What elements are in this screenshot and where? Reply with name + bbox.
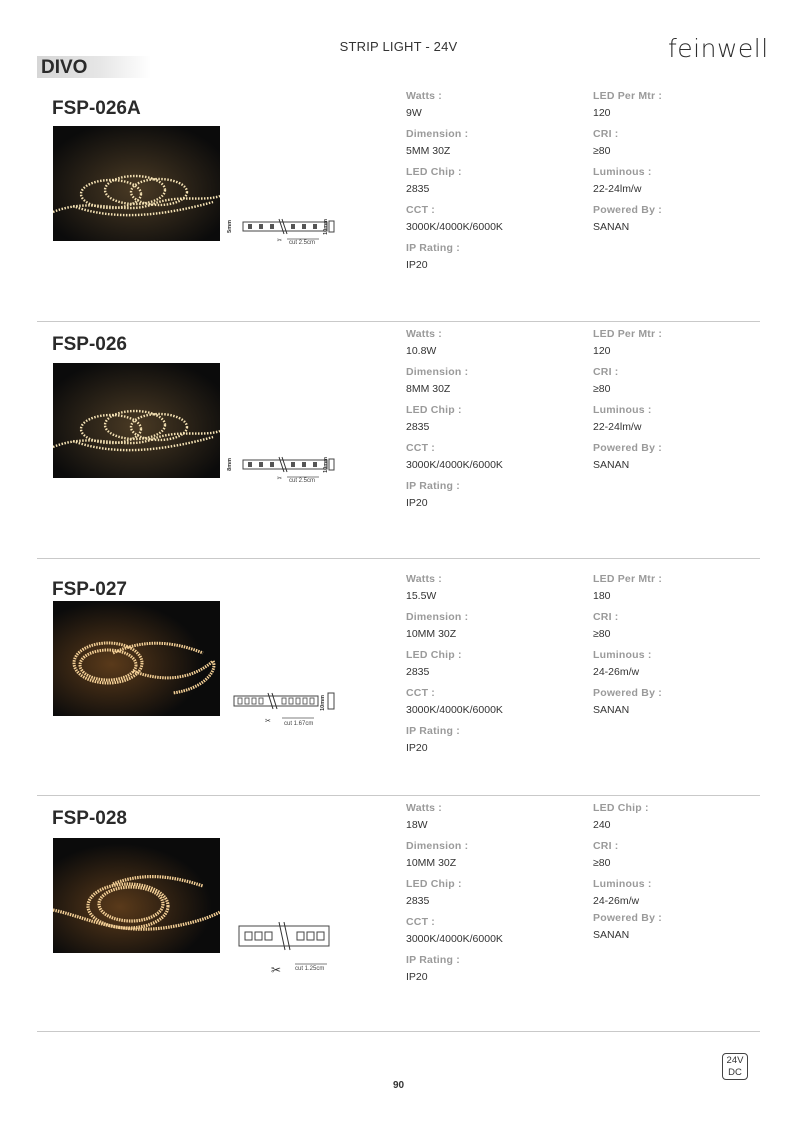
- spec-item: [593, 328, 662, 357]
- spec-value: SANAN: [593, 929, 630, 941]
- spec-item: [593, 573, 662, 602]
- strip-dimension-diagram: [229, 456, 349, 493]
- spec-label: CCT :: [406, 916, 435, 928]
- spec-item: [593, 90, 662, 119]
- spec-item: [406, 480, 460, 509]
- spec-value: SANAN: [593, 704, 630, 716]
- spec-item: [593, 366, 619, 395]
- spec-label: LED Chip :: [406, 404, 462, 416]
- spec-item: [406, 328, 442, 357]
- cut-length-label: cut 1.67cm: [284, 721, 314, 727]
- cut-length-label: cut 2.5cm: [289, 478, 316, 484]
- led-strip-coil-image: [53, 363, 220, 478]
- spec-value: 9W: [406, 107, 422, 119]
- spec-value: 120: [593, 345, 611, 357]
- spec-value: ≥80: [593, 628, 611, 640]
- spec-item: [593, 878, 652, 907]
- spec-value: 8MM 30Z: [406, 383, 451, 395]
- spec-item: [593, 404, 652, 433]
- spec-label: Luminous :: [593, 878, 652, 890]
- spec-item: [406, 802, 442, 831]
- product-name: FSP-026: [52, 334, 127, 355]
- spec-label: Powered By :: [593, 912, 662, 924]
- badge-voltage: 24V: [726, 1055, 744, 1066]
- product-photo: [53, 126, 220, 241]
- spec-item: [406, 242, 460, 271]
- strip-height-label: 10mm: [323, 219, 329, 235]
- spec-label: Powered By :: [593, 687, 662, 699]
- spec-value: 10MM 30Z: [406, 857, 457, 869]
- spec-value: 22-24lm/w: [593, 421, 642, 433]
- spec-item: [406, 878, 462, 907]
- spec-label: LED Per Mtr :: [593, 90, 663, 102]
- spec-value: 180: [593, 590, 611, 602]
- spec-label: LED Chip :: [593, 802, 649, 814]
- product-photo: [53, 838, 220, 953]
- spec-label: Watts :: [406, 90, 443, 102]
- spec-label: Dimension :: [406, 366, 469, 378]
- brand-series-text: DIVO: [41, 57, 88, 78]
- spec-label: Powered By :: [593, 204, 662, 216]
- spec-value: 3000K/4000K/6000K: [406, 221, 503, 233]
- led-strip-coil-image: [53, 838, 220, 953]
- led-strip-coil-image: [53, 126, 220, 241]
- spec-value: 22-24lm/w: [593, 183, 642, 195]
- spec-item: [406, 916, 503, 945]
- strip-dimension-diagram: [237, 922, 337, 982]
- spec-value: ≥80: [593, 383, 611, 395]
- spec-item: [406, 954, 460, 983]
- spec-label: Dimension :: [406, 611, 469, 623]
- spec-item: [593, 128, 619, 157]
- product-name: FSP-026A: [52, 98, 141, 119]
- spec-label: Luminous :: [593, 649, 652, 661]
- spec-label: CCT :: [406, 442, 435, 454]
- spec-label: CRI :: [593, 128, 619, 140]
- product-block: [37, 84, 760, 321]
- spec-value: 18W: [406, 819, 428, 831]
- spec-label: IP Rating :: [406, 954, 460, 966]
- spec-value: ≥80: [593, 145, 611, 157]
- spec-label: IP Rating :: [406, 480, 460, 492]
- voltage-badge: [722, 1053, 748, 1080]
- spec-item: [593, 166, 652, 195]
- spec-item: [593, 204, 662, 233]
- spec-item: [406, 166, 462, 195]
- brand-series-label: [37, 56, 151, 78]
- product-block: [37, 558, 760, 796]
- strip-width-label: 8mm: [227, 458, 233, 471]
- spec-item: [406, 573, 442, 602]
- footer-divider: [37, 1031, 760, 1032]
- spec-value: 10.8W: [406, 345, 437, 357]
- product-name: FSP-027: [52, 579, 127, 600]
- strip-dimension-diagram: [229, 218, 349, 255]
- svg-text:✂: ✂: [277, 476, 283, 482]
- spec-item: [593, 649, 652, 678]
- spec-value: 10MM 30Z: [406, 628, 457, 640]
- product-block: [37, 321, 760, 559]
- spec-item: [593, 687, 662, 716]
- spec-label: LED Chip :: [406, 878, 462, 890]
- page-number: 90: [392, 1080, 405, 1091]
- spec-label: IP Rating :: [406, 242, 460, 254]
- spec-label: Powered By :: [593, 442, 662, 454]
- spec-label: CCT :: [406, 204, 435, 216]
- spec-value: 2835: [406, 666, 430, 678]
- strip-dimension-diagram: [232, 689, 352, 734]
- spec-item: [406, 687, 503, 716]
- spec-value: IP20: [406, 497, 428, 509]
- spec-label: LED Per Mtr :: [593, 328, 663, 340]
- badge-current-type: DC: [728, 1067, 742, 1078]
- spec-item: [406, 204, 503, 233]
- spec-label: Dimension :: [406, 840, 469, 852]
- spec-item: [593, 840, 619, 869]
- cut-length-label: cut 2.5cm: [289, 240, 316, 246]
- product-photo: [53, 363, 220, 478]
- strip-width-label: 5mm: [227, 220, 233, 233]
- spec-label: Watts :: [406, 802, 443, 814]
- spec-label: CRI :: [593, 840, 619, 852]
- spec-label: CRI :: [593, 611, 619, 623]
- spec-label: Luminous :: [593, 166, 652, 178]
- spec-label: LED Chip :: [406, 166, 462, 178]
- spec-value: 3000K/4000K/6000K: [406, 459, 503, 471]
- spec-value: 120: [593, 107, 611, 119]
- spec-label: Watts :: [406, 573, 443, 585]
- page-header-title: STRIP LIGHT - 24V: [339, 39, 458, 54]
- spec-value: ≥80: [593, 857, 611, 869]
- svg-text:✂: ✂: [265, 718, 271, 725]
- cut-length-label: cut 1.25cm: [295, 966, 325, 972]
- spec-value: 2835: [406, 421, 430, 433]
- spec-item: [406, 90, 442, 119]
- spec-value: IP20: [406, 742, 428, 754]
- spec-label: LED Chip :: [406, 649, 462, 661]
- spec-item: [406, 649, 462, 678]
- spec-label: Luminous :: [593, 404, 652, 416]
- spec-item: [593, 802, 649, 831]
- product-block: [37, 795, 760, 1033]
- spec-item: [406, 840, 468, 869]
- product-name: FSP-028: [52, 808, 127, 829]
- spec-value: 3000K/4000K/6000K: [406, 704, 503, 716]
- spec-value: 24-26m/w: [593, 666, 640, 678]
- spec-label: CRI :: [593, 366, 619, 378]
- spec-label: Watts :: [406, 328, 443, 340]
- spec-label: CCT :: [406, 687, 435, 699]
- spec-value: 2835: [406, 183, 430, 195]
- spec-label: LED Per Mtr :: [593, 573, 663, 585]
- spec-value: 5MM 30Z: [406, 145, 451, 157]
- spec-label: IP Rating :: [406, 725, 460, 737]
- spec-value: 15.5W: [406, 590, 437, 602]
- spec-item: [406, 442, 503, 471]
- spec-value: IP20: [406, 971, 428, 983]
- spec-item: [406, 404, 462, 433]
- spec-item: [406, 725, 460, 754]
- spec-value: SANAN: [593, 221, 630, 233]
- spec-item: [593, 912, 662, 941]
- strip-width-label: 10mm: [320, 695, 326, 711]
- svg-text:✂: ✂: [271, 963, 282, 977]
- product-photo: [53, 601, 220, 716]
- spec-label: Dimension :: [406, 128, 469, 140]
- led-strip-coil-image: [53, 601, 220, 716]
- spec-value: IP20: [406, 259, 428, 271]
- spec-item: [593, 611, 619, 640]
- spec-value: 2835: [406, 895, 430, 907]
- brand-logo: feinwell: [668, 34, 769, 63]
- svg-text:✂: ✂: [277, 238, 283, 244]
- strip-height-label: 10mm: [323, 457, 329, 473]
- spec-value: 3000K/4000K/6000K: [406, 933, 503, 945]
- spec-value: SANAN: [593, 459, 630, 471]
- spec-item: [406, 611, 468, 640]
- spec-item: [406, 128, 468, 157]
- spec-item: [593, 442, 662, 471]
- spec-value: 240: [593, 819, 611, 831]
- spec-item: [406, 366, 468, 395]
- spec-value: 24-26m/w: [593, 895, 640, 907]
